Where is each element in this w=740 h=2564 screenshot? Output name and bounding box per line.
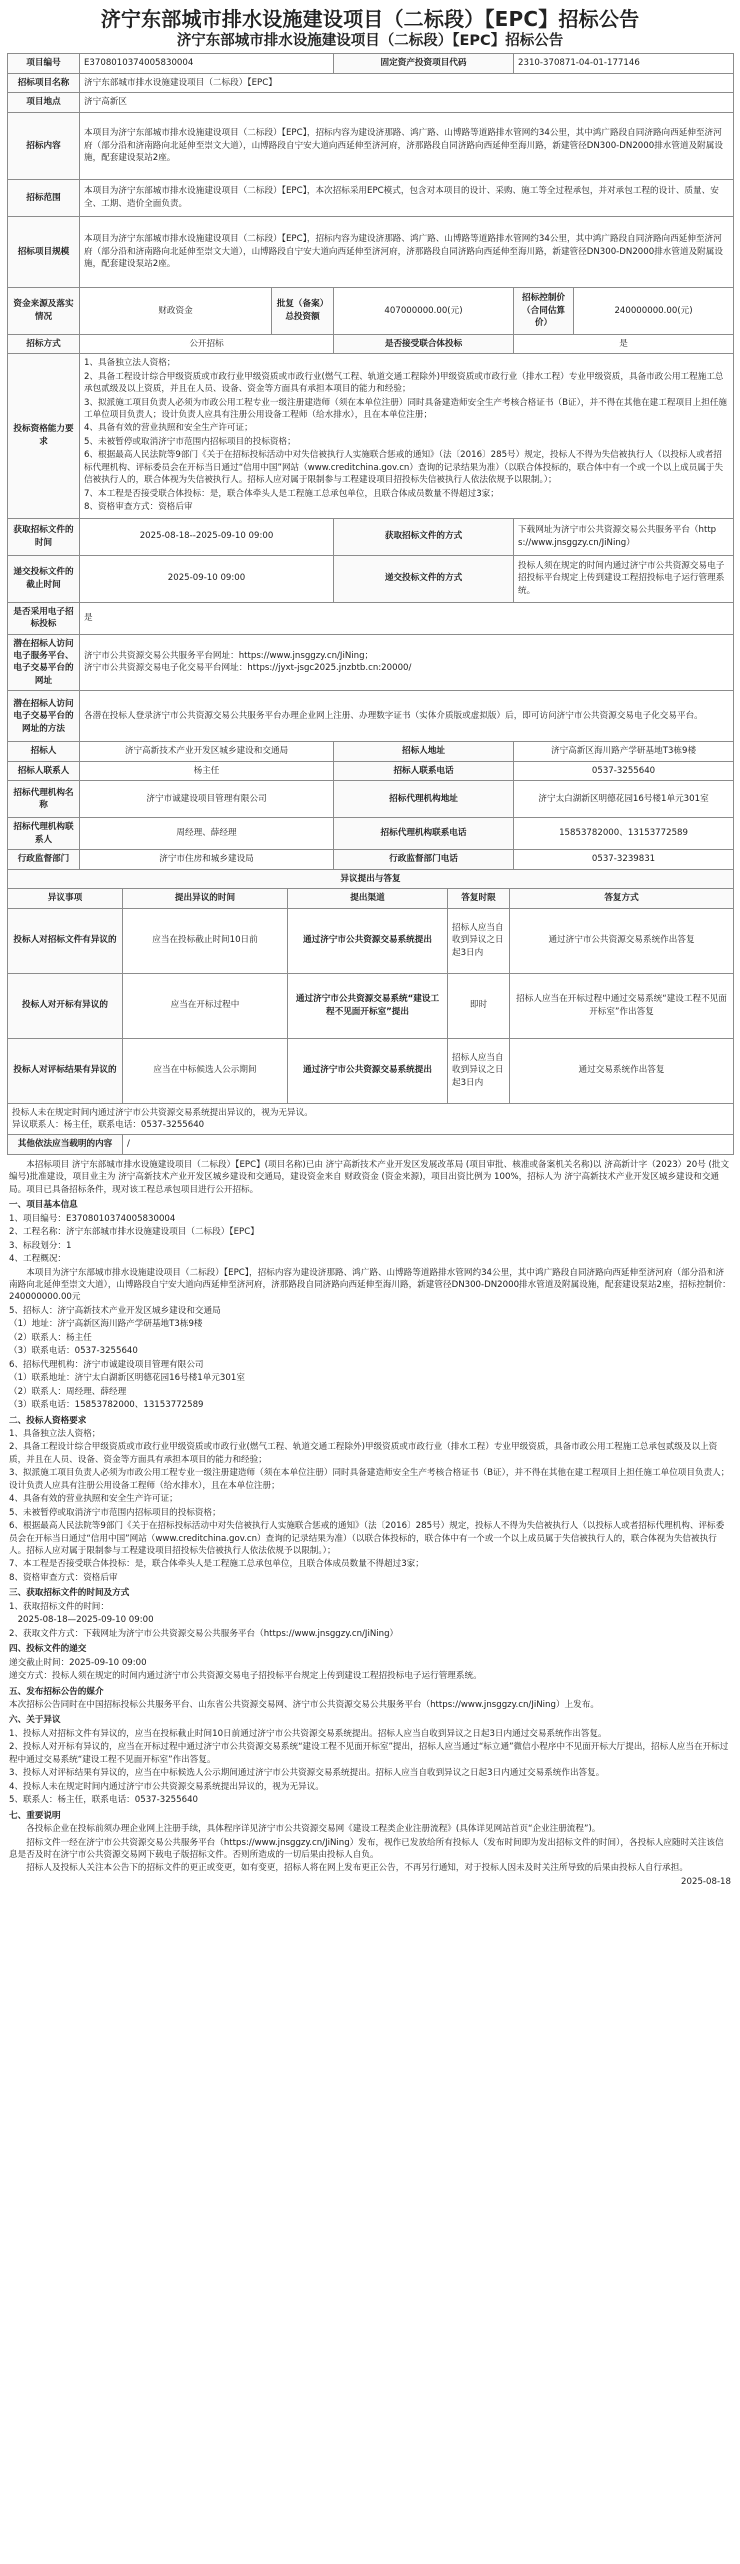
qualification-item: 2、具备工程设计综合甲级资质或市政行业甲级资质或市政行业(燃气工程、轨道交通工程除外)甲级资质或市政行业（排水工程）专业甲级资质，具备市政公用工程施工总承包贰级及以上资质，并且在人员、设备、资金等方面具有承担本项目的能力和经验； bbox=[84, 371, 724, 395]
qualification-list bbox=[80, 354, 734, 518]
row-tenderer bbox=[8, 742, 734, 761]
objection-time: 应当在投标截止时间10日前 bbox=[123, 908, 288, 973]
tenderer-contact-label: 招标人联系人 bbox=[8, 761, 80, 780]
objection-limit: 招标人应当自收到异议之日起3日内 bbox=[448, 908, 510, 973]
qualification-label: 投标资格能力要求 bbox=[8, 354, 80, 518]
supervise-phone: 0537-3239831 bbox=[514, 850, 734, 869]
section-heading: 五、发布招标公告的媒介 bbox=[9, 1686, 104, 1697]
objection-limit: 即时 bbox=[448, 973, 510, 1038]
qualification-item: 5、未被暂停或取消济宁市范围内招标项目的投标资格； bbox=[84, 436, 296, 447]
objection-row bbox=[8, 1038, 734, 1103]
objection-item: 投标人对评标结果有异议的 bbox=[8, 1038, 123, 1103]
project-code: E3708010374005830004 bbox=[80, 54, 334, 73]
qualification-item: 3、拟派施工项目负责人必须为市政公用工程专业一级注册建造师（须在本单位注册）同时具备建造师安全生产考核合格证书（B证），并不得在其他在建工程项目上担任施工单位项目负责人；设计负责人应具有注册公用设备工程师（给水排水），且在本单位注册； bbox=[84, 397, 728, 421]
row-project-code bbox=[8, 54, 734, 73]
scale: 本项目为济宁东部城市排水设施建设项目（二标段）【EPC】，招标内容为建设济那路、鸿广路、山博路等道路排水管网约34公里，其中鸿广路段自同济路向西延伸至济河府（部分沿和济南路向北延伸至崇文大道），山博路段自宁安大道向西延伸至济河府，济那路段自同济路向西延伸至海川路，新建管径DN300-DN2000排水管道及附属设施，配套建设泵站2座。 bbox=[80, 216, 734, 287]
section-heading: 三、获取招标文件的时间及方式 bbox=[9, 1588, 130, 1599]
section-item: 2025-08-18—2025-09-10 09:00 bbox=[17, 1615, 154, 1626]
col-time: 提出异议的时间 bbox=[123, 889, 288, 908]
method: 公开招标 bbox=[80, 334, 334, 353]
agent-phone-label: 招标代理机构联系电话 bbox=[334, 818, 514, 850]
get-time: 2025-08-18--2025-09-10 09:00 bbox=[80, 518, 334, 555]
col-reply: 答复方式 bbox=[510, 889, 734, 908]
col-item: 异议事项 bbox=[8, 889, 123, 908]
section-item: （3）联系电话：0537-3255640 bbox=[9, 1346, 138, 1357]
get-way: 下载网址为济宁市公共资源交易公共服务平台（https://www.jnsggzy.cn/JiNing） bbox=[514, 518, 734, 555]
project-name: 济宁东部城市排水设施建设项目（二标段）【EPC】 bbox=[80, 73, 734, 92]
page-subtitle: 济宁东部城市排水设施建设项目（二标段）【EPC】招标公告 bbox=[176, 33, 564, 49]
section-item: 5、联系人：杨主任，联系电话：0537-3255640 bbox=[9, 1795, 199, 1806]
electronic-label: 是否采用电子招标投标 bbox=[8, 602, 80, 634]
row-agent bbox=[8, 781, 734, 818]
qualification-item: 8、资格审查方式：资格后审 bbox=[84, 502, 193, 513]
tender-info-table bbox=[7, 53, 734, 869]
qualification-item: 7、本工程是否接受联合体投标：是，联合体牵头人是工程施工总承包单位，且联合体成员数量不得超过3家； bbox=[84, 488, 499, 499]
row-get-docs bbox=[8, 518, 734, 555]
row-project-name bbox=[8, 73, 734, 92]
objection-note: 投标人未在规定时间内通过济宁市公共资源交易系统提出异议的，视为无异议。 bbox=[12, 1107, 313, 1118]
section-item: （2）联系人：周经理、薛经理 bbox=[9, 1386, 127, 1397]
section-item: 招标人及投标人关注本公告下的招标文件的更正或变更，如有变更，招标人将在网上发布更正公告，不再另行通知，对于投标人因未及时关注所导致的后果由投标人自行承担。 bbox=[26, 1863, 688, 1874]
objection-header: 异议提出与答复 bbox=[8, 869, 734, 888]
other-row bbox=[8, 1135, 734, 1154]
objection-channel: 通过济宁市公共资源交易系统提出 bbox=[288, 1038, 448, 1103]
section-heading: 六、关于异议 bbox=[9, 1715, 61, 1726]
platform-method-label: 潜在招标人访问电子交易平台的网址的方法 bbox=[8, 691, 80, 742]
supervise-phone-label: 行政监督部门电话 bbox=[334, 850, 514, 869]
row-supervise bbox=[8, 850, 734, 869]
objection-item: 投标人对招标文件有异议的 bbox=[8, 908, 123, 973]
section-heading: 一、项目基本信息 bbox=[9, 1200, 78, 1211]
platform-urls bbox=[80, 634, 734, 691]
tenderer-addr-label: 招标人地址 bbox=[334, 742, 514, 761]
section-heading: 二、投标人资格要求 bbox=[9, 1415, 87, 1426]
project-code-label: 项目编号 bbox=[8, 54, 80, 73]
section-item: 5、招标人：济宁高新技术产业开发区城乡建设和交通局 bbox=[9, 1305, 221, 1316]
tenderer-addr: 济宁高新区海川路产学研基地T3栋9楼 bbox=[514, 742, 734, 761]
page-title: 济宁东部城市排水设施建设项目（二标段）【EPC】招标公告 bbox=[100, 7, 640, 31]
section-heading: 七、重要说明 bbox=[9, 1810, 61, 1821]
control-label: 招标控制价（合同估算价） bbox=[514, 287, 574, 334]
objection-channel: 通过济宁市公共资源交易系统提出 bbox=[288, 908, 448, 973]
platform-url-label: 潜在招标人访问电子服务平台、电子交易平台的网址 bbox=[8, 634, 80, 691]
supervise-label: 行政监督部门 bbox=[8, 850, 80, 869]
section-item: 2、具备工程设计综合甲级资质或市政行业甲级资质或市政行业(燃气工程、轨道交通工程除外)甲级资质或市政行业（排水工程）专业甲级资质，具备市政公用工程施工总承包贰级及以上资质，并且在人员、设备、资金等方面具有承担本项目的能力和经验； bbox=[9, 1442, 718, 1465]
submit-way-label: 递交投标文件的方式 bbox=[334, 555, 514, 602]
objection-row bbox=[8, 973, 734, 1038]
objection-row bbox=[8, 908, 734, 973]
objection-time: 应当在中标候选人公示期间 bbox=[123, 1038, 288, 1103]
section-item: 1、投标人对招标文件有异议的，应当在投标截止时间10日前通过济宁市公共资源交易系统提出。招标人应当自收到异议之日起3日内通过交易系统作出答复。 bbox=[9, 1728, 607, 1739]
row-agent-contact bbox=[8, 818, 734, 850]
section-item: 7、本工程是否接受联合体投标：是，联合体牵头人是工程施工总承包单位，且联合体成员数量不得超过3家； bbox=[9, 1559, 424, 1570]
section-item: 本次招标公告同时在中国招标投标公共服务平台、山东省公共资源交易网、济宁市公共资源交易公共服务平台（https://www.jnsggzy.cn/JiNing）上发布。 bbox=[9, 1700, 599, 1711]
section-item: 2、投标人对开标有异议的，应当在开标过程中通过济宁市公共资源交易系统“建设工程不见面开标室”提出，招标人应当通过“标立通”微信小程序中不见面开标大厅提出，招标人应当在开标过程中通过交易系统“建设工程不见面开标室”作出答复。 bbox=[9, 1742, 729, 1765]
row-method bbox=[8, 334, 734, 353]
other-label: 其他依法应当载明的内容 bbox=[8, 1135, 123, 1154]
section-item: （1）地址：济宁高新区海川路产学研基地T3栋9楼 bbox=[9, 1319, 203, 1330]
section-item: 1、项目编号：E3708010374005830004 bbox=[9, 1213, 176, 1224]
row-scale bbox=[8, 216, 734, 287]
row-qualification bbox=[8, 354, 734, 518]
objection-table bbox=[7, 869, 734, 1155]
consortium-label: 是否接受联合体投标 bbox=[334, 334, 514, 353]
section-item: 招标文件一经在济宁市公共资源交易公共服务平台（https://www.jnsggzy.cn/JiNing）发布，视作已发放给所有投标人（发布时间即为发出招标文件的时间），各投标人应随时关注该信息是否及时在济宁市公共资源交易网下载电子版招标文件。否则所造成的一切后果由投标人自负。 bbox=[9, 1837, 724, 1860]
platform-method: 各潜在投标人登录济宁市公共资源交易公共服务平台办理企业网上注册、办理数字证书（实体介质版或虚拟版）后，即可访问济宁市公共资源交易电子化交易平台。 bbox=[80, 691, 734, 742]
section-item: 2、获取文件方式：下载网址为济宁市公共资源交易公共服务平台（https://www.jnsggzy.cn/JiNing） bbox=[9, 1628, 399, 1639]
section-item: 本项目为济宁东部城市排水设施建设项目（二标段）【EPC】，招标内容为建设济那路、鸿广路、山博路等道路排水管网约34公里，其中鸿广路段自同济路向西延伸至济河府（部分沿和济南路向北延伸至崇文大道），山博路段自宁安大道向西延伸至济河府，济那路段自同济路向西延伸至海川路，新建管径DN300-DN2000排水管道及附属设施，配套建设泵站2座，招标控制价：240000000.00元 bbox=[9, 1267, 731, 1303]
agent-contact-label: 招标代理机构联系人 bbox=[8, 818, 80, 850]
funding-label: 资金来源及落实情况 bbox=[8, 287, 80, 334]
row-scope bbox=[8, 179, 734, 216]
project-name-label: 招标项目名称 bbox=[8, 73, 80, 92]
intro-paragraph: 本招标项目 济宁东部城市排水设施建设项目（二标段）【EPC】(项目名称)已由 济宁高新技术产业开发区发展改革局 (项目审批、核准或备案机关名称)以 济高新计字（2023）20号 (批文编号)批准建设，项目业主为 济宁高新技术产业开发区城乡建设和交通局，建设资金来自 财政资金 (资金来源)，项目出资比例为 100%，招标人为 济宁高新技术产业开发区城乡建设和交通局。项目已具备招标条件，现对该工程总承包项目进行公开招标。 bbox=[9, 1159, 730, 1195]
electronic: 是 bbox=[80, 602, 734, 634]
objection-col-row bbox=[8, 889, 734, 908]
scale-label: 招标项目规模 bbox=[8, 216, 80, 287]
section-item: 递交截止时间：2025-09-10 09:00 bbox=[9, 1657, 147, 1668]
invest-code: 2310-370871-04-01-177146 bbox=[514, 54, 734, 73]
section-item: 4、具备有效的营业执照和安全生产许可证； bbox=[9, 1494, 178, 1505]
announcement-page bbox=[7, 0, 733, 1895]
section-item: 8、资格审查方式：资格后审 bbox=[9, 1572, 118, 1583]
approved-amount: 407000000.00(元) bbox=[334, 287, 514, 334]
row-platform-method bbox=[8, 691, 734, 742]
get-way-label: 获取招标文件的方式 bbox=[334, 518, 514, 555]
trading-platform-url[interactable]: 济宁市公共资源交易电子化交易平台网址：https://jyxt-jsgc2025.jnzbtb.cn:20000/ bbox=[84, 663, 412, 674]
objection-item: 投标人对开标有异议的 bbox=[8, 973, 123, 1038]
qualification-item: 1、具备独立法人资格； bbox=[84, 358, 176, 369]
section-item: 各投标企业在投标前须办理企业网上注册手续，具体程序详见济宁市公共资源交易网《建设工程类企业注册流程》(具体详见网站首页“企业注册流程”)。 bbox=[26, 1824, 601, 1835]
section-item: （3）联系电话：15853782000、13153772589 bbox=[9, 1400, 204, 1411]
agent-contact: 周经理、薛经理 bbox=[80, 818, 334, 850]
objection-reply: 招标人应当在开标过程中通过交易系统“建设工程不见面开标室”作出答复 bbox=[510, 973, 734, 1038]
section-item: 3、拟派施工项目负责人必须为市政公用工程专业一级注册建造师（须在本单位注册）同时具备建造师安全生产考核合格证书（B证），并不得在其他在建工程项目上担任施工单位项目负责人；设计负责人应具有注册公用设备工程师（给水排水），且在本单位注册； bbox=[9, 1468, 730, 1491]
col-limit: 答复时限 bbox=[448, 889, 510, 908]
section-item: 2、工程名称：济宁东部城市排水设施建设项目（二标段）【EPC】 bbox=[9, 1227, 259, 1238]
row-platform-urls bbox=[8, 634, 734, 691]
supervise: 济宁市住房和城乡建设局 bbox=[80, 850, 334, 869]
objection-time: 应当在开标过程中 bbox=[123, 973, 288, 1038]
objection-reply: 通过济宁市公共资源交易系统作出答复 bbox=[510, 908, 734, 973]
section-item: 3、投标人对评标结果有异议的，应当在中标候选人公示期间通过济宁市公共资源交易系统提出。招标人应当自收到异议之日起3日内通过交易系统作出答复。 bbox=[9, 1768, 605, 1779]
content-label: 招标内容 bbox=[8, 112, 80, 179]
tenderer: 济宁高新技术产业开发区城乡建设和交通局 bbox=[80, 742, 334, 761]
section-item: 3、标段划分：1 bbox=[9, 1240, 72, 1251]
section-item: （1）联系地址：济宁太白湖新区明德花园16号楼1单元301室 bbox=[9, 1373, 245, 1384]
objection-note-row bbox=[8, 1103, 734, 1135]
row-electronic bbox=[8, 602, 734, 634]
section-item: 4、工程概况： bbox=[9, 1254, 67, 1265]
agent-label: 招标代理机构名称 bbox=[8, 781, 80, 818]
row-tenderer-contact bbox=[8, 761, 734, 780]
objection-notes bbox=[8, 1103, 734, 1135]
section-item: 4、投标人未在规定时间内通过济宁市公共资源交易系统提出异议的，视为无异议。 bbox=[9, 1781, 324, 1792]
scope: 本项目为济宁东部城市排水设施建设项目（二标段）【EPC】，本次招标采用EPC模式，包含对本项目的设计、采购、施工等全过程承包，并对承包工程的设计、质量、安全、工期、造价全面负责。 bbox=[80, 179, 734, 216]
agent: 济宁市诚建设项目管理有限公司 bbox=[80, 781, 334, 818]
agent-addr: 济宁太白湖新区明德花园16号楼1单元301室 bbox=[514, 781, 734, 818]
objection-header-row bbox=[8, 869, 734, 888]
row-location bbox=[8, 93, 734, 112]
row-funding bbox=[8, 287, 734, 334]
section-item: 递交方式：投标人须在规定的时间内通过济宁市公共资源交易电子招投标平台规定上传到建设工程招投标电子运行管理系统。 bbox=[9, 1671, 482, 1682]
announcement-body bbox=[7, 1155, 733, 1888]
scope-label: 招标范围 bbox=[8, 179, 80, 216]
funding: 财政资金 bbox=[80, 287, 272, 334]
row-content bbox=[8, 112, 734, 179]
qualification-item: 6、根据最高人民法院等9部门《关于在招标投标活动中对失信被执行人实施联合惩戒的通知》（法〔2016〕285号）规定，投标人不得为失信被执行人（以投标人或者招标代理机构、评标委员会在开标当日通过“信用中国”网站（www.creditchina.gov.cn）查询的记录结果为准）（以联合体投标的，联合体中有一个或一个以上成员属于失信被执行人的，联合体视为失信被执行人。招标人应对属于限制参与工程建设项目招投标失信被执行人依法依规予以限制。）； bbox=[84, 450, 724, 486]
content: 本项目为济宁东部城市排水设施建设项目（二标段）【EPC】，招标内容为建设济那路、鸿广路、山博路等道路排水管网约34公里，其中鸿广路段自同济路向西延伸至济河府（部分沿和济南路向北延伸至崇文大道），山博路段自宁安大道向西延伸至济河府，济那路段自同济路向西延伸至海川路，新建管径DN300-DN2000排水管道及附属设施，配套建设泵站2座。 bbox=[80, 112, 734, 179]
submit-time: 2025-09-10 09:00 bbox=[80, 555, 334, 602]
other: / bbox=[123, 1135, 734, 1154]
objection-contact: 异议联系人：杨主任，联系电话：0537-3255640 bbox=[12, 1119, 205, 1130]
tenderer-phone: 0537-3255640 bbox=[514, 761, 734, 780]
qualification-item: 4、具备有效的营业执照和安全生产许可证； bbox=[84, 423, 253, 434]
section-item: （2）联系人：杨主任 bbox=[9, 1332, 92, 1343]
section-item: 1、具备独立法人资格； bbox=[9, 1428, 101, 1439]
location: 济宁高新区 bbox=[80, 93, 734, 112]
publish-date: 2025-08-18 bbox=[681, 1876, 731, 1887]
tenderer-label: 招标人 bbox=[8, 742, 80, 761]
location-label: 项目地点 bbox=[8, 93, 80, 112]
objection-reply: 通过交易系统作出答复 bbox=[510, 1038, 734, 1103]
consortium: 是 bbox=[514, 334, 734, 353]
agent-phone: 15853782000、13153772589 bbox=[514, 818, 734, 850]
section-item: 6、根据最高人民法院等9部门《关于在招标投标活动中对失信被执行人实施联合惩戒的通知》（法〔2016〕285号）规定，投标人不得为失信被执行人（以投标人或者招标代理机构、评标委员会在开标当日通过“信用中国”网站（www.creditchina.gov.cn）查询的记录结果为准）（以联合体投标的，联合体中有一个或一个以上成员属于失信被执行人的，联合体视为失信被执行人。招标人应对属于限制参与工程建设项目招投标失信被执行人依法依规予以限制。）； bbox=[9, 1521, 725, 1557]
section-item: 6、招标代理机构：济宁市诚建设项目管理有限公司 bbox=[9, 1359, 204, 1370]
row-submit bbox=[8, 555, 734, 602]
get-time-label: 获取招标文件的时间 bbox=[8, 518, 80, 555]
submit-label: 递交投标文件的截止时间 bbox=[8, 555, 80, 602]
tenderer-phone-label: 招标人联系电话 bbox=[334, 761, 514, 780]
tenderer-contact: 杨主任 bbox=[80, 761, 334, 780]
public-service-url[interactable]: 济宁市公共资源交易公共服务平台网址：https://www.jnsggzy.cn/JiNing； bbox=[84, 651, 374, 661]
section-item: 5、未被暂停或取消济宁市范围内招标项目的投标资格； bbox=[9, 1507, 221, 1518]
section-heading: 四、投标文件的递交 bbox=[9, 1644, 87, 1655]
submit-way: 投标人须在规定的时间内通过济宁市公共资源交易电子招投标平台规定上传到建设工程招投标电子运行管理系统。 bbox=[514, 555, 734, 602]
approved-label: 批复（备案）总投资额 bbox=[272, 287, 334, 334]
objection-limit: 招标人应当自收到异议之日起3日内 bbox=[448, 1038, 510, 1103]
section-item: 1、获取招标文件的时间： bbox=[9, 1601, 109, 1612]
agent-addr-label: 招标代理机构地址 bbox=[334, 781, 514, 818]
objection-channel: 通过济宁市公共资源交易系统“建设工程不见面开标室”提出 bbox=[288, 973, 448, 1038]
col-channel: 提出渠道 bbox=[288, 889, 448, 908]
control-price: 240000000.00(元) bbox=[574, 287, 734, 334]
invest-code-label: 固定资产投资项目代码 bbox=[334, 54, 514, 73]
method-label: 招标方式 bbox=[8, 334, 80, 353]
